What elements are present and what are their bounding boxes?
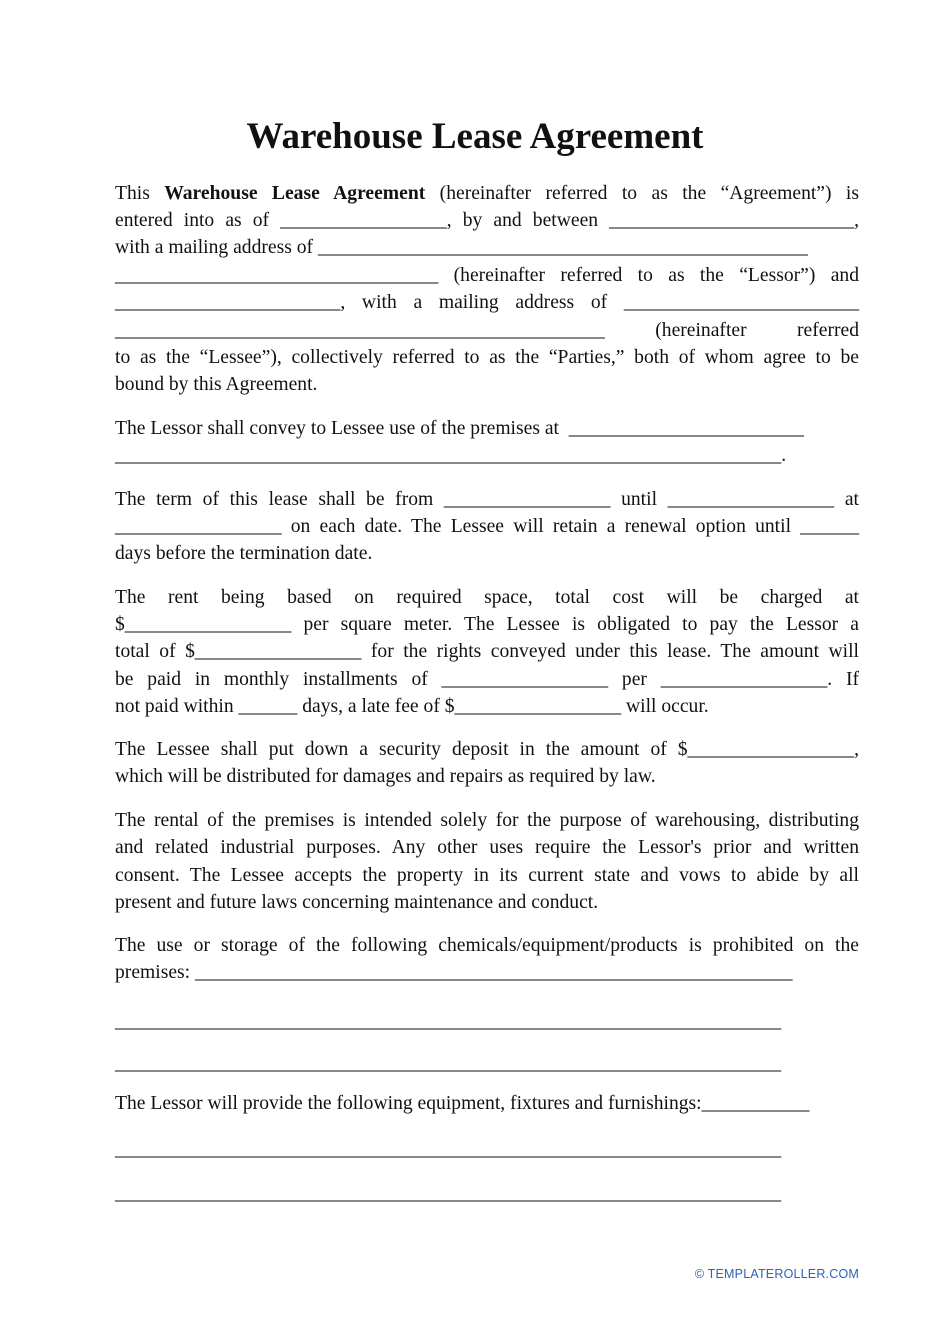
paragraph-7-line-4: ____________________________________________________________________: [115, 1053, 782, 1074]
paragraph-4-line-4: be paid in monthly installments of _________________ per _________________. If: [115, 669, 859, 690]
paragraph-2-line-1: The Lessor shall convey to Lessee use of the premises at ________________________: [115, 418, 804, 439]
paragraph-4-line-1: The rent being based on required space, total cost will be charged at: [115, 587, 859, 608]
paragraph-1-line-4: _________________________________ (hereinafter referred to as the “Lessor”) and: [115, 265, 859, 286]
paragraph-6-line-3: consent. The Lessee accepts the property in its current state and vows to abide by all: [115, 865, 859, 886]
paragraph-8-line-1: The Lessor will provide the following equipment, fixtures and furnishings:___________: [115, 1093, 810, 1114]
paragraph-7-line-3: ____________________________________________________________________: [115, 1011, 782, 1032]
paragraph-3-line-3: days before the termination date.: [115, 543, 373, 564]
paragraph-7-line-1: The use or storage of the following chemicals/equipment/products is prohibited on the: [115, 935, 859, 956]
text-run: This: [115, 183, 165, 204]
paragraph-1-line-5: _______________________, with a mailing address of ________________________: [115, 292, 859, 313]
paragraph-7-line-2: premises: _____________________________________________________________: [115, 962, 793, 983]
document-title: Warehouse Lease Agreement: [246, 116, 704, 157]
text-run: (hereinafter referred to as the “Agreement”) is: [425, 183, 860, 204]
agreement-name-bold: Warehouse Lease Agreement: [164, 183, 426, 204]
paragraph-3-line-2: _________________ on each date. The Lessee will retain a renewal option until ______: [115, 516, 859, 537]
paragraph-1-line-3: with a mailing address of __________________________________________________: [115, 237, 808, 258]
paragraph-3-line-1: The term of this lease shall be from _________________ until _________________ at: [115, 489, 859, 510]
paragraph-5-line-2: which will be distributed for damages and repairs as required by law.: [115, 766, 656, 787]
paragraph-8-line-2: ____________________________________________________________________: [115, 1139, 782, 1160]
paragraph-2-line-2: ____________________________________________________________________.: [115, 445, 787, 466]
paragraph-4-line-2: $_________________ per square meter. The Lessee is obligated to pay the Lessor a: [115, 614, 859, 635]
paragraph-6-line-1: The rental of the premises is intended solely for the purpose of warehousing, distributing: [115, 810, 859, 831]
paragraph-6-line-2: and related industrial purposes. Any other uses require the Lessor's prior and written: [115, 837, 859, 858]
paragraph-1-line-2: entered into as of _________________, by and between _________________________,: [115, 210, 859, 231]
paragraph-6-line-4: present and future laws concerning maintenance and conduct.: [115, 892, 599, 913]
paragraph-1-line-7: to as the “Lessee”), collectively referred to as the “Parties,” both of whom agree to be: [115, 347, 859, 368]
paragraph-8-line-3: ____________________________________________________________________: [115, 1183, 782, 1204]
paragraph-4-line-5: not paid within ______ days, a late fee of $_________________ will occur.: [115, 696, 709, 717]
paragraph-1-line-1: [115, 180, 859, 207]
paragraph-4-line-3: total of $_________________ for the rights conveyed under this lease. The amount will: [115, 641, 859, 662]
paragraph-5-line-1: The Lessee shall put down a security deposit in the amount of $_________________,: [115, 739, 859, 760]
paragraph-1-line-6: __________________________________________________ (hereinafter referred: [115, 320, 859, 341]
paragraph-1-line-8: bound by this Agreement.: [115, 374, 318, 395]
templateroller-footer-link[interactable]: © TEMPLATEROLLER.COM: [694, 1267, 859, 1281]
